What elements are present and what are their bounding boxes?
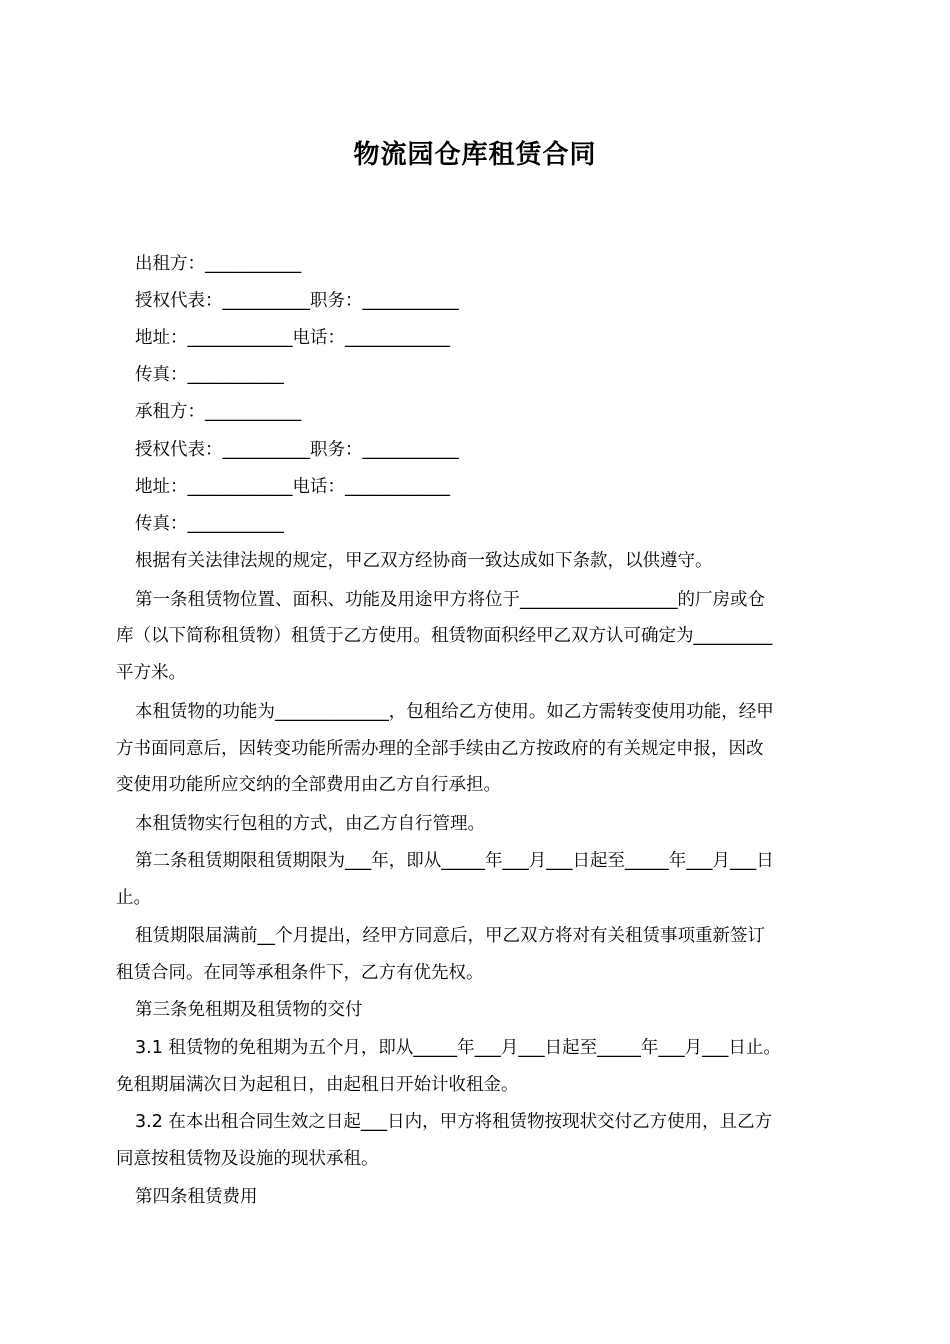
clause-3-1-line-1: 3.1 租赁物的免租期为五个月，即从_____年___月___日起至_____年___月___日止。 bbox=[135, 1038, 781, 1058]
preamble-line: 根据有关法律法规的规定，甲乙双方经协商一致达成如下条款，以供遵守。 bbox=[135, 551, 713, 571]
article-2-line-1: 第二条租赁期限租赁期限为___年，即从_____年___月___日起至_____年___月___日 bbox=[135, 851, 774, 871]
article-4-heading: 第四条租赁费用 bbox=[135, 1187, 258, 1207]
function-line-1: 本租赁物的功能为_____________，包租给乙方使用。如乙方需转变使用功能，经甲 bbox=[135, 702, 774, 722]
lessor-address-line: 地址：____________电话：____________ bbox=[135, 328, 450, 348]
clause-3-1-line-2: 免租期届满次日为起租日，由起租日开始计收租金。 bbox=[116, 1075, 519, 1095]
function-line-3: 变使用功能所应交纳的全部费用由乙方自行承担。 bbox=[116, 775, 501, 795]
article-3-heading: 第三条免租期及租赁物的交付 bbox=[135, 1000, 363, 1020]
document-title: 物流园仓库租赁合同 bbox=[353, 140, 597, 170]
clause-3-2-line-1: 3.2 在本出租合同生效之日起___日内，甲方将租赁物按现状交付乙方使用，且乙方 bbox=[135, 1112, 773, 1132]
lessee-line: 承租方：___________ bbox=[135, 402, 302, 422]
article-1-line-3: 平方米。 bbox=[116, 663, 186, 683]
lessee-fax-line: 传真：___________ bbox=[135, 514, 284, 534]
lessor-line: 出租方：___________ bbox=[135, 254, 302, 274]
renewal-line-2: 租赁合同。在同等承租条件下，乙方有优先权。 bbox=[116, 963, 484, 983]
lessee-address-line: 地址：____________电话：____________ bbox=[135, 477, 450, 497]
function-line-2: 方书面同意后，因转变功能所需办理的全部手续由乙方按政府的有关规定申报，因改 bbox=[116, 739, 764, 759]
article-1-line-2: 库（以下简称租赁物）租赁于乙方使用。租赁物面积经甲乙双方认可确定为_________ bbox=[116, 626, 773, 646]
article-1-line-1: 第一条租赁物位置、面积、功能及用途甲方将位于__________________的厂房或仓 bbox=[135, 590, 765, 610]
renewal-line-1: 租赁期限届满前__个月提出，经甲方同意后，甲乙双方将对有关租赁事项重新签订 bbox=[135, 926, 765, 946]
article-2-line-2: 止。 bbox=[116, 888, 151, 908]
clause-3-2-line-2: 同意按租赁物及设施的现状承租。 bbox=[116, 1149, 379, 1169]
lease-mode-line: 本租赁物实行包租的方式，由乙方自行管理。 bbox=[135, 814, 485, 834]
lessor-representative-line: 授权代表：__________职务：___________ bbox=[135, 291, 459, 311]
lessee-representative-line: 授权代表：__________职务：___________ bbox=[135, 440, 459, 460]
lessor-fax-line: 传真：___________ bbox=[135, 365, 284, 385]
